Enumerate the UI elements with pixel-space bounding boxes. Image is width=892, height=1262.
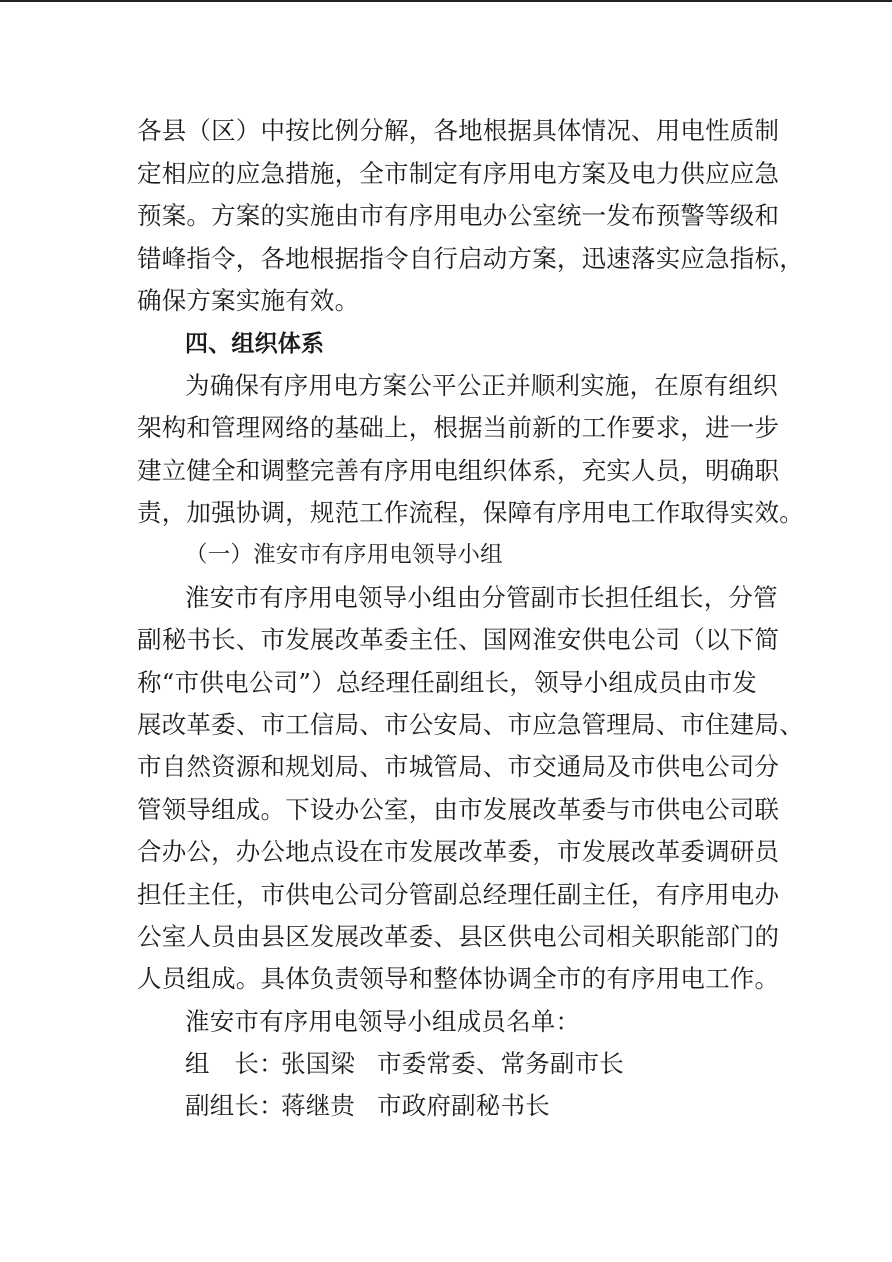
member-row [185, 1091, 757, 1121]
paragraph-line: 展改革委、市工信局、市公安局、市应急管理局、市住建局、 [137, 710, 804, 739]
top-border-line [0, 0, 892, 2]
paragraph-line: 管领导组成。下设办公室，由市发展改革委与市供电公司联 [137, 795, 780, 824]
member-title: 市政府副秘书长 [377, 1091, 550, 1120]
member-role: 副组长： [185, 1091, 284, 1120]
paragraph-line: 称“市供电公司”）总经理任副组长，领导小组成员由市发 [137, 668, 757, 697]
section-heading: 四、组织体系 [185, 331, 325, 357]
member-name: 蒋继贵 [281, 1091, 356, 1120]
paragraph-line: 架构和管理网络的基础上，根据当前新的工作要求，进一步 [137, 413, 780, 442]
member-name: 张国梁 [281, 1049, 356, 1078]
paragraph-line: 为确保有序用电方案公平公正并顺利实施，在原有组织 [185, 371, 778, 400]
paragraph-line: 市自然资源和规划局、市城管局、市交通局及市供电公司分 [137, 752, 780, 781]
paragraph-line: 合办公，办公地点设在市发展改革委，市发展改革委调研员 [137, 837, 780, 866]
paragraph-line: 淮安市有序用电领导小组由分管副市长担任组长，分管 [185, 583, 778, 612]
paragraph-line: 确保方案实施有效。 [137, 286, 360, 315]
paragraph-line: 担任主任，市供电公司分管副总经理任副主任，有序用电办 [137, 880, 780, 909]
paragraph-line: 各县（区）中按比例分解，各地根据具体情况、用电性质制 [137, 116, 780, 145]
paragraph-line: 人员组成。具体负责领导和整体协调全市的有序用电工作。 [137, 964, 780, 993]
paragraph-line: 建立健全和调整完善有序用电组织体系，充实人员，明确职 [137, 456, 780, 485]
paragraph-line: 预案。方案的实施由市有序用电办公室统一发布预警等级和 [137, 201, 780, 230]
paragraph-line: 定相应的应急措施，全市制定有序用电方案及电力供应应急 [137, 159, 780, 188]
paragraph-line: 副秘书长、市发展改革委主任、国网淮安供电公司（以下简 [137, 625, 780, 654]
member-role: 组 长： [185, 1049, 284, 1078]
paragraph-line: 公室人员由县区发展改革委、县区供电公司相关职能部门的 [137, 922, 780, 951]
paragraph-line: 错峰指令，各地根据指令自行启动方案，迅速落实应急指标， [137, 244, 804, 273]
member-title: 市委常委、常务副市长 [377, 1049, 624, 1078]
member-row [185, 1049, 757, 1079]
subsection-heading: （一）淮安市有序用电领导小组 [185, 542, 503, 568]
paragraph-line: 责，加强协调，规范工作流程，保障有序用电工作取得实效。 [137, 498, 804, 527]
member-list-title: 淮安市有序用电领导小组成员名单： [185, 1007, 581, 1036]
